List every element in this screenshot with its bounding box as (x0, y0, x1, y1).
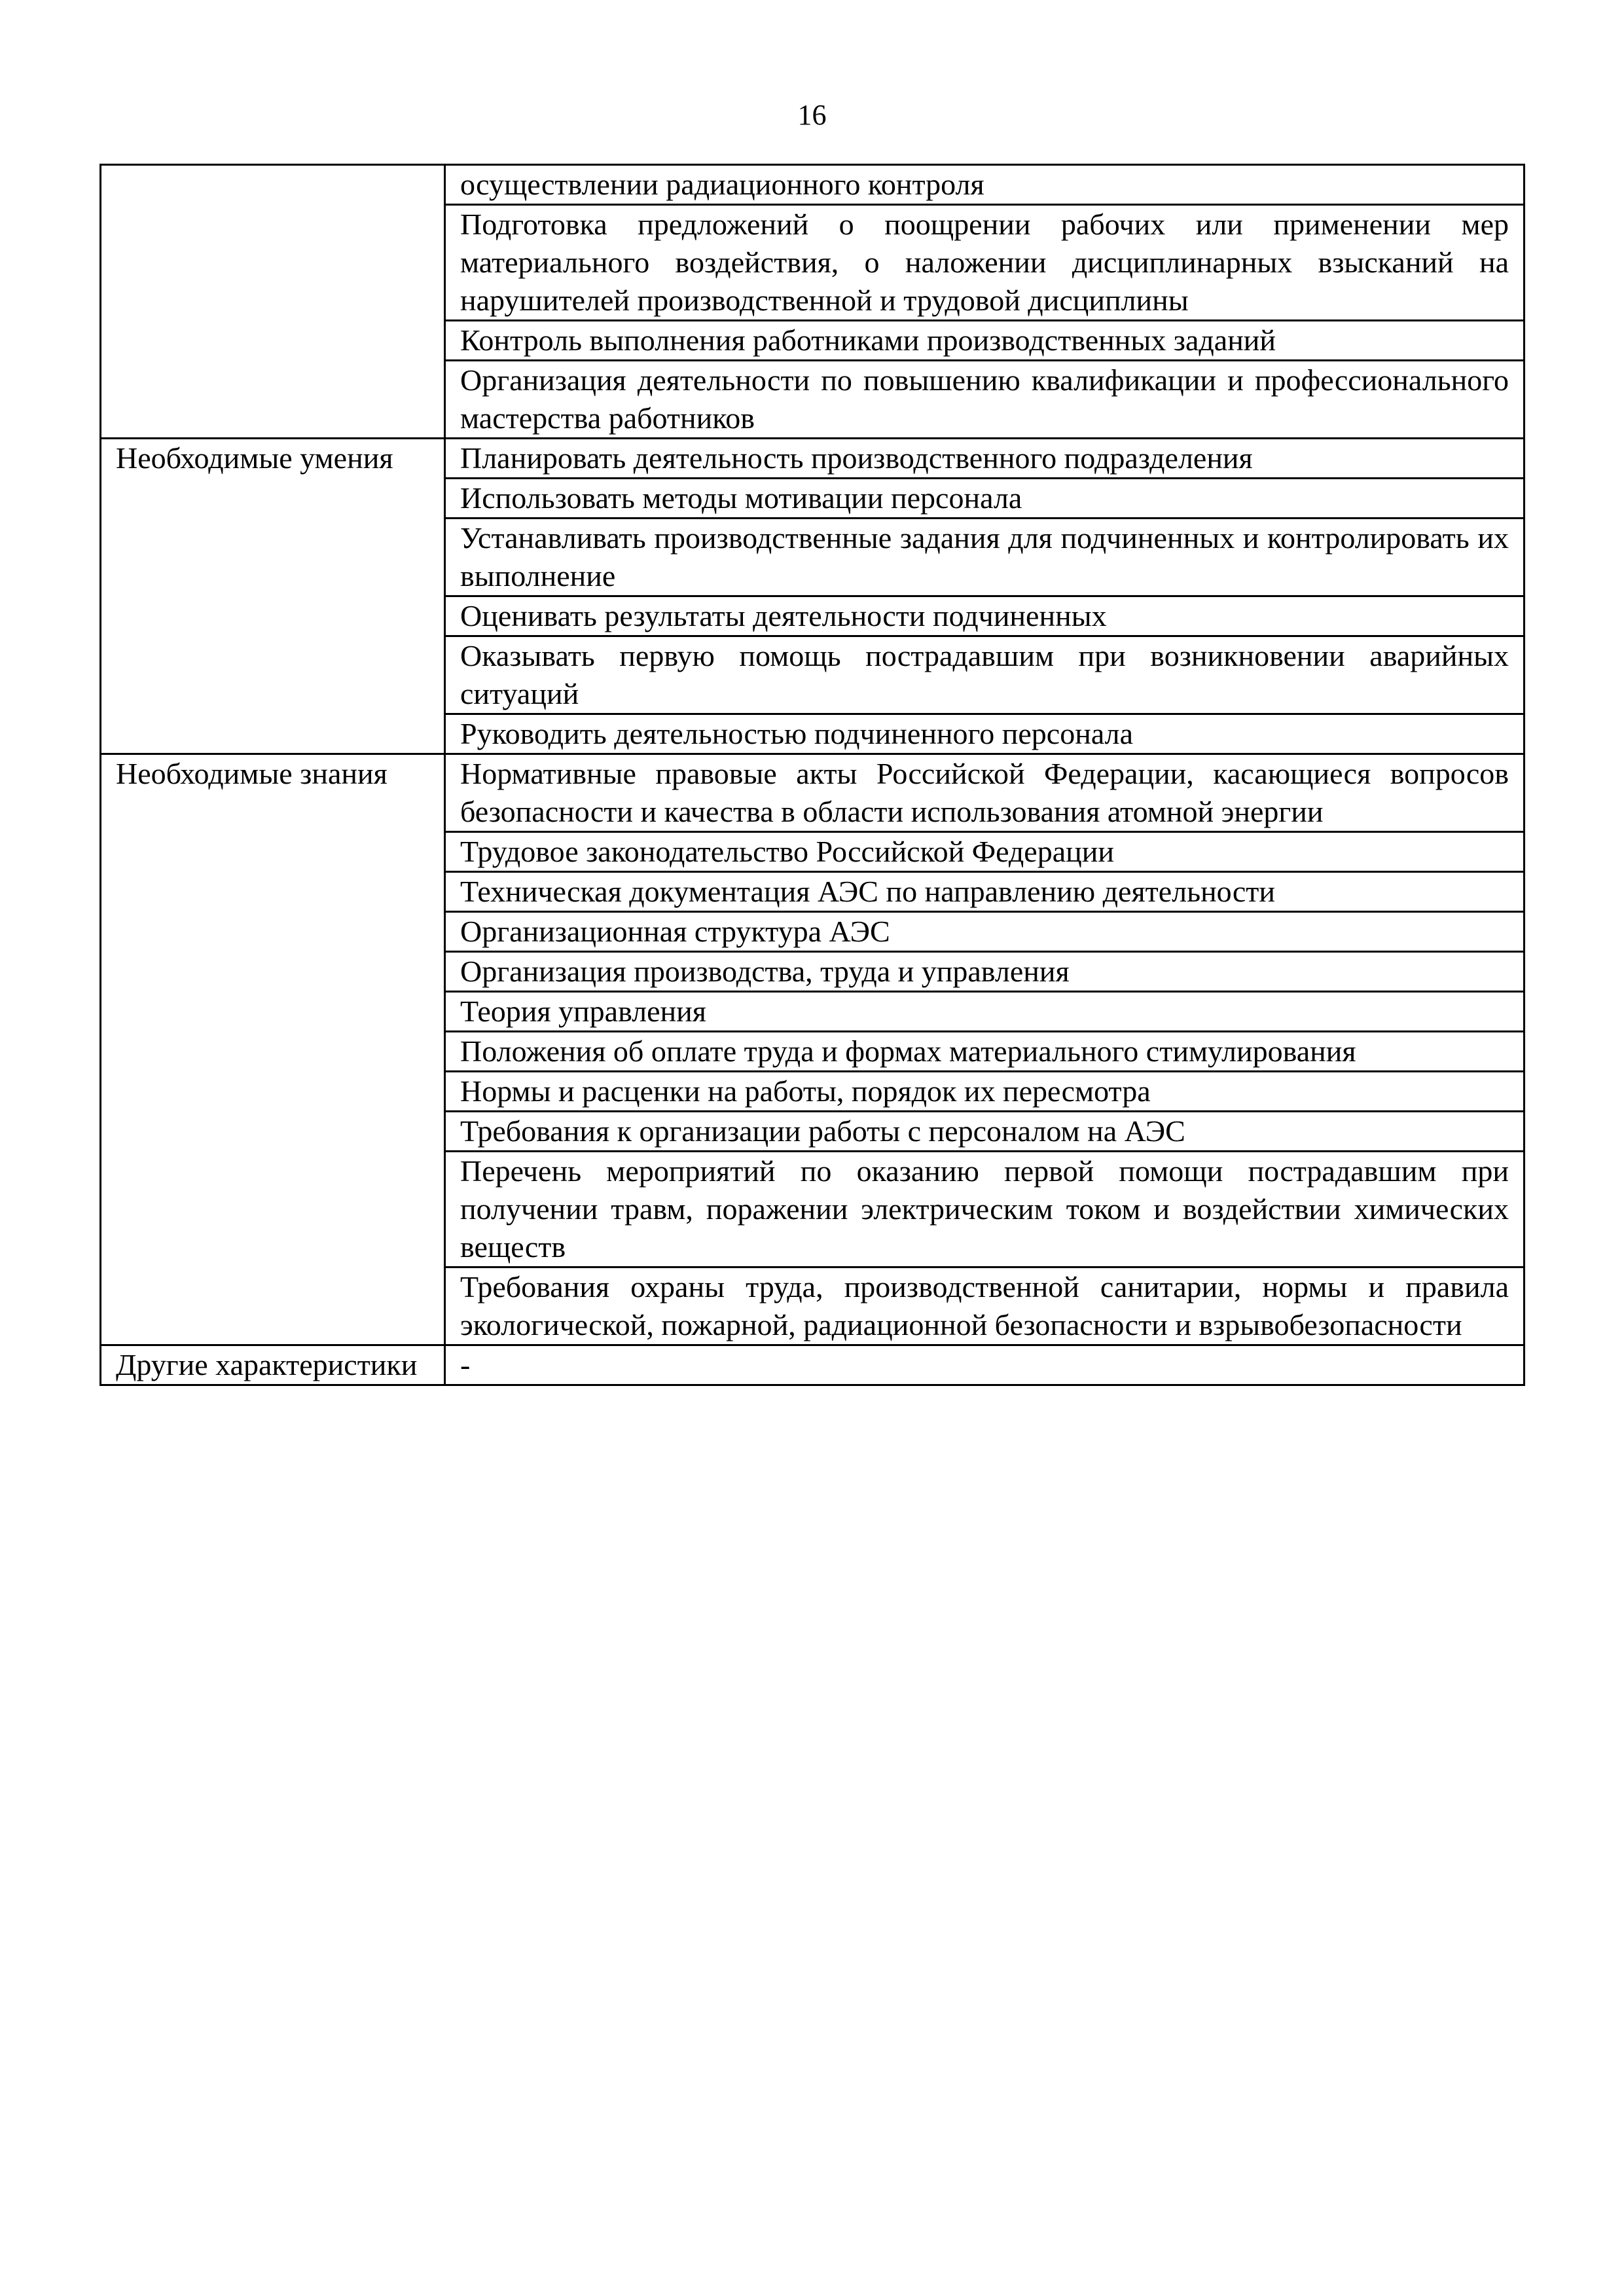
table-cell: Организация деятельности по повышению квалификации и профессионального мастерства работников (445, 361, 1525, 439)
table-cell: Положения об оплате труда и формах материального стимулирования (445, 1032, 1525, 1072)
table-cell: Оценивать результаты деятельности подчиненных (445, 596, 1525, 636)
table-cell: Организация производства, труда и управления (445, 952, 1525, 992)
table-cell: Теория управления (445, 992, 1525, 1032)
table-cell: Подготовка предложений о поощрении рабочих или применении мер материального воздействия, о наложении дисциплинарных взысканий на нарушителей производственной и трудовой дисциплины (445, 205, 1525, 321)
table-cell: осуществлении радиационного контроля (445, 165, 1525, 205)
section-label-other: Другие характеристики (101, 1345, 445, 1385)
table-row (101, 754, 1525, 832)
table-cell: Руководить деятельностью подчиненного персонала (445, 714, 1525, 754)
table-row (101, 439, 1525, 479)
table-cell: Техническая документация АЭС по направлению деятельности (445, 872, 1525, 912)
table-cell: Устанавливать производственные задания для подчиненных и контролировать их выполнение (445, 519, 1525, 596)
table-cell: - (445, 1345, 1525, 1385)
table-cell: Требования охраны труда, производственной санитарии, нормы и правила экологической, пожарной, радиационной безопасности и взрывобезопасности (445, 1267, 1525, 1345)
section-label-knowledge: Необходимые знания (101, 754, 445, 1345)
table-cell: Требования к организации работы с персоналом на АЭС (445, 1112, 1525, 1152)
table-cell: Планировать деятельность производственного подразделения (445, 439, 1525, 479)
qualification-requirements-table (99, 164, 1525, 1386)
table-cell: Перечень мероприятий по оказанию первой помощи пострадавшим при получении травм, поражении электрическим током и воздействии химических веществ (445, 1152, 1525, 1267)
table-cell: Использовать методы мотивации персонала (445, 479, 1525, 519)
table-cell: Нормативные правовые акты Российской Федерации, касающиеся вопросов безопасности и качества в области использования атомной энергии (445, 754, 1525, 832)
section-label-continued (101, 165, 445, 439)
table-row (101, 1345, 1525, 1385)
table-cell: Нормы и расценки на работы, порядок их пересмотра (445, 1072, 1525, 1112)
table-row (101, 165, 1525, 205)
table-cell: Контроль выполнения работниками производственных заданий (445, 321, 1525, 361)
table-cell: Трудовое законодательство Российской Федерации (445, 832, 1525, 872)
page-number: 16 (797, 99, 827, 131)
table-cell: Оказывать первую помощь пострадавшим при возникновении аварийных ситуаций (445, 636, 1525, 714)
section-label-skills: Необходимые умения (101, 439, 445, 754)
table-cell: Организационная структура АЭС (445, 912, 1525, 952)
